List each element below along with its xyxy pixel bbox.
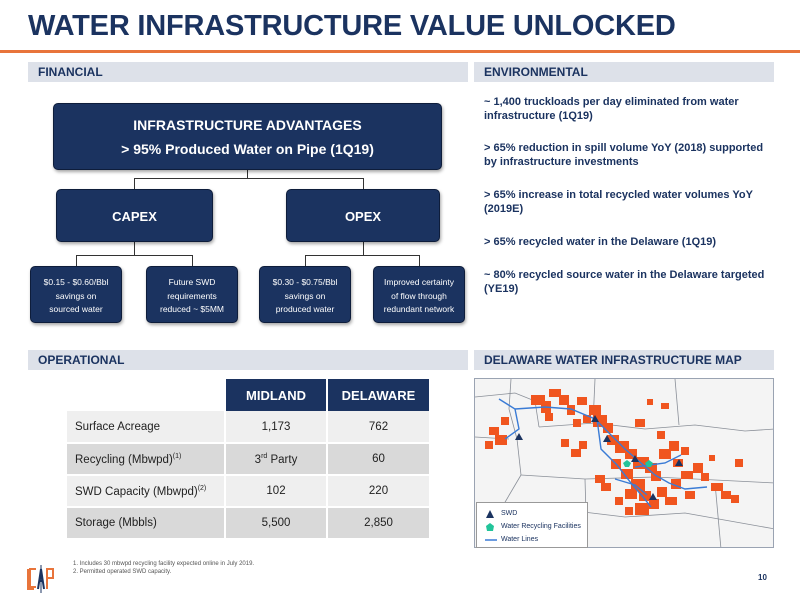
delaware-value: 762 (327, 411, 429, 443)
line-icon (485, 535, 497, 545)
tree-connector (134, 178, 135, 189)
row-label (67, 443, 225, 475)
tree-connector (76, 255, 193, 256)
legend-label: Water Lines (501, 536, 539, 543)
tree-connector (363, 178, 364, 189)
leaf-line: sourced water (49, 304, 103, 314)
leaf-line: savings on (284, 290, 326, 301)
leaf-line: requirements (167, 290, 217, 301)
leaf-line: reduced ~ $5MM (159, 304, 225, 314)
midland-value (225, 443, 327, 475)
environmental-item: > 65% reduction in spill volume YoY (2018) supported by infrastructure investments (484, 142, 764, 168)
section-header-financial: FINANCIAL (28, 62, 468, 82)
leaf-line: produced water (275, 304, 335, 314)
advantages-subtitle: > 95% Produced Water on Pipe (1Q19) (121, 141, 374, 157)
tree-connector (305, 255, 306, 266)
tree-connector (76, 255, 77, 266)
tree-connector (134, 242, 135, 255)
legend-water-lines (485, 535, 539, 545)
column-header-midland: MIDLAND (225, 379, 327, 411)
tree-connector (134, 178, 363, 179)
delaware-value: 220 (327, 475, 429, 507)
section-header-operational: OPERATIONAL (28, 350, 468, 370)
leaf-line: Future SWD (168, 277, 216, 287)
capex-box: CAPEX (56, 189, 213, 242)
leaf-line: redundant network (383, 304, 455, 314)
section-header-map: DELAWARE WATER INFRASTRUCTURE MAP (474, 350, 774, 370)
row-label-text: Recycling (Mbwpd) (75, 453, 173, 466)
tree-connector (192, 255, 193, 266)
table-row (67, 475, 429, 507)
map-legend (476, 502, 588, 548)
tree-connector (305, 255, 420, 256)
legend-swd (485, 509, 518, 519)
environmental-item: ~ 80% recycled source water in the Delaware targeted (YE19) (484, 269, 765, 295)
row-label (67, 475, 225, 507)
environmental-item: ~ 1,400 truckloads per day eliminated from water infrastructure (1Q19) (484, 96, 739, 122)
footnotes (73, 560, 254, 576)
table-row (67, 443, 429, 475)
company-logo (26, 565, 56, 593)
row-label (67, 507, 225, 539)
opex-produced-water-savings (259, 266, 351, 323)
environmental-item: > 65% increase in total recycled water volumes YoY (2019E) (484, 189, 753, 215)
row-label-text: Storage (Mbbls) (75, 517, 157, 529)
leaf-line: $0.30 - $0.75/Bbl (272, 277, 338, 287)
leaf-line: of flow through (391, 290, 447, 301)
leaf-line: $0.15 - $0.60/Bbl (43, 277, 109, 287)
legend-label: SWD (501, 510, 518, 517)
row-label-text: Surface Acreage (75, 420, 161, 433)
tree-connector (363, 242, 364, 255)
infrastructure-advantages-box (53, 103, 442, 170)
capex-sourced-water-savings (30, 266, 122, 323)
leaf-line: savings on (55, 290, 97, 301)
page-number: 10 (758, 573, 767, 582)
table-header-blank (67, 379, 225, 411)
midland-value: 102 (225, 475, 327, 507)
midland-value: 1,173 (225, 411, 327, 443)
tree-connector (419, 255, 420, 266)
opex-improved-certainty (373, 266, 465, 323)
footnote: 1. Includes 30 mbwpd recycling facility expected online in July 2019. (73, 561, 255, 567)
environmental-item: > 65% recycled water in the Delaware (1Q19) (484, 236, 717, 248)
pentagon-icon (485, 522, 495, 532)
ordinal-suffix: rd (261, 452, 268, 460)
footnote: 2. Permitted operated SWD capacity. (73, 569, 172, 575)
value-suffix: Party (267, 453, 298, 466)
section-header-environmental: ENVIRONMENTAL (474, 62, 774, 82)
table-row (67, 411, 429, 443)
column-header-delaware: DELAWARE (327, 379, 429, 411)
advantages-title: INFRASTRUCTURE ADVANTAGES (133, 117, 362, 133)
operational-table (67, 379, 429, 540)
value-text: 3 (254, 453, 262, 466)
midland-value: 5,500 (225, 507, 327, 539)
table-header-row (67, 379, 429, 411)
delaware-value: 60 (327, 443, 429, 475)
capex-future-swd (146, 266, 238, 323)
footnote-ref: (1) (172, 452, 182, 460)
legend-recycling (485, 522, 581, 532)
triangle-icon (485, 509, 495, 519)
page-title: WATER INFRASTRUCTURE VALUE UNLOCKED (28, 10, 676, 42)
table-row (67, 507, 429, 539)
footnote-ref: (2) (197, 484, 207, 492)
leaf-line: Improved certainty (384, 277, 454, 287)
tree-connector (247, 170, 248, 178)
row-label (67, 411, 225, 443)
opex-box: OPEX (286, 189, 440, 242)
delaware-value: 2,850 (327, 507, 429, 539)
row-label-text: SWD Capacity (Mbwpd) (75, 485, 198, 498)
title-divider (0, 50, 800, 53)
legend-label: Water Recycling Facilities (501, 523, 581, 530)
